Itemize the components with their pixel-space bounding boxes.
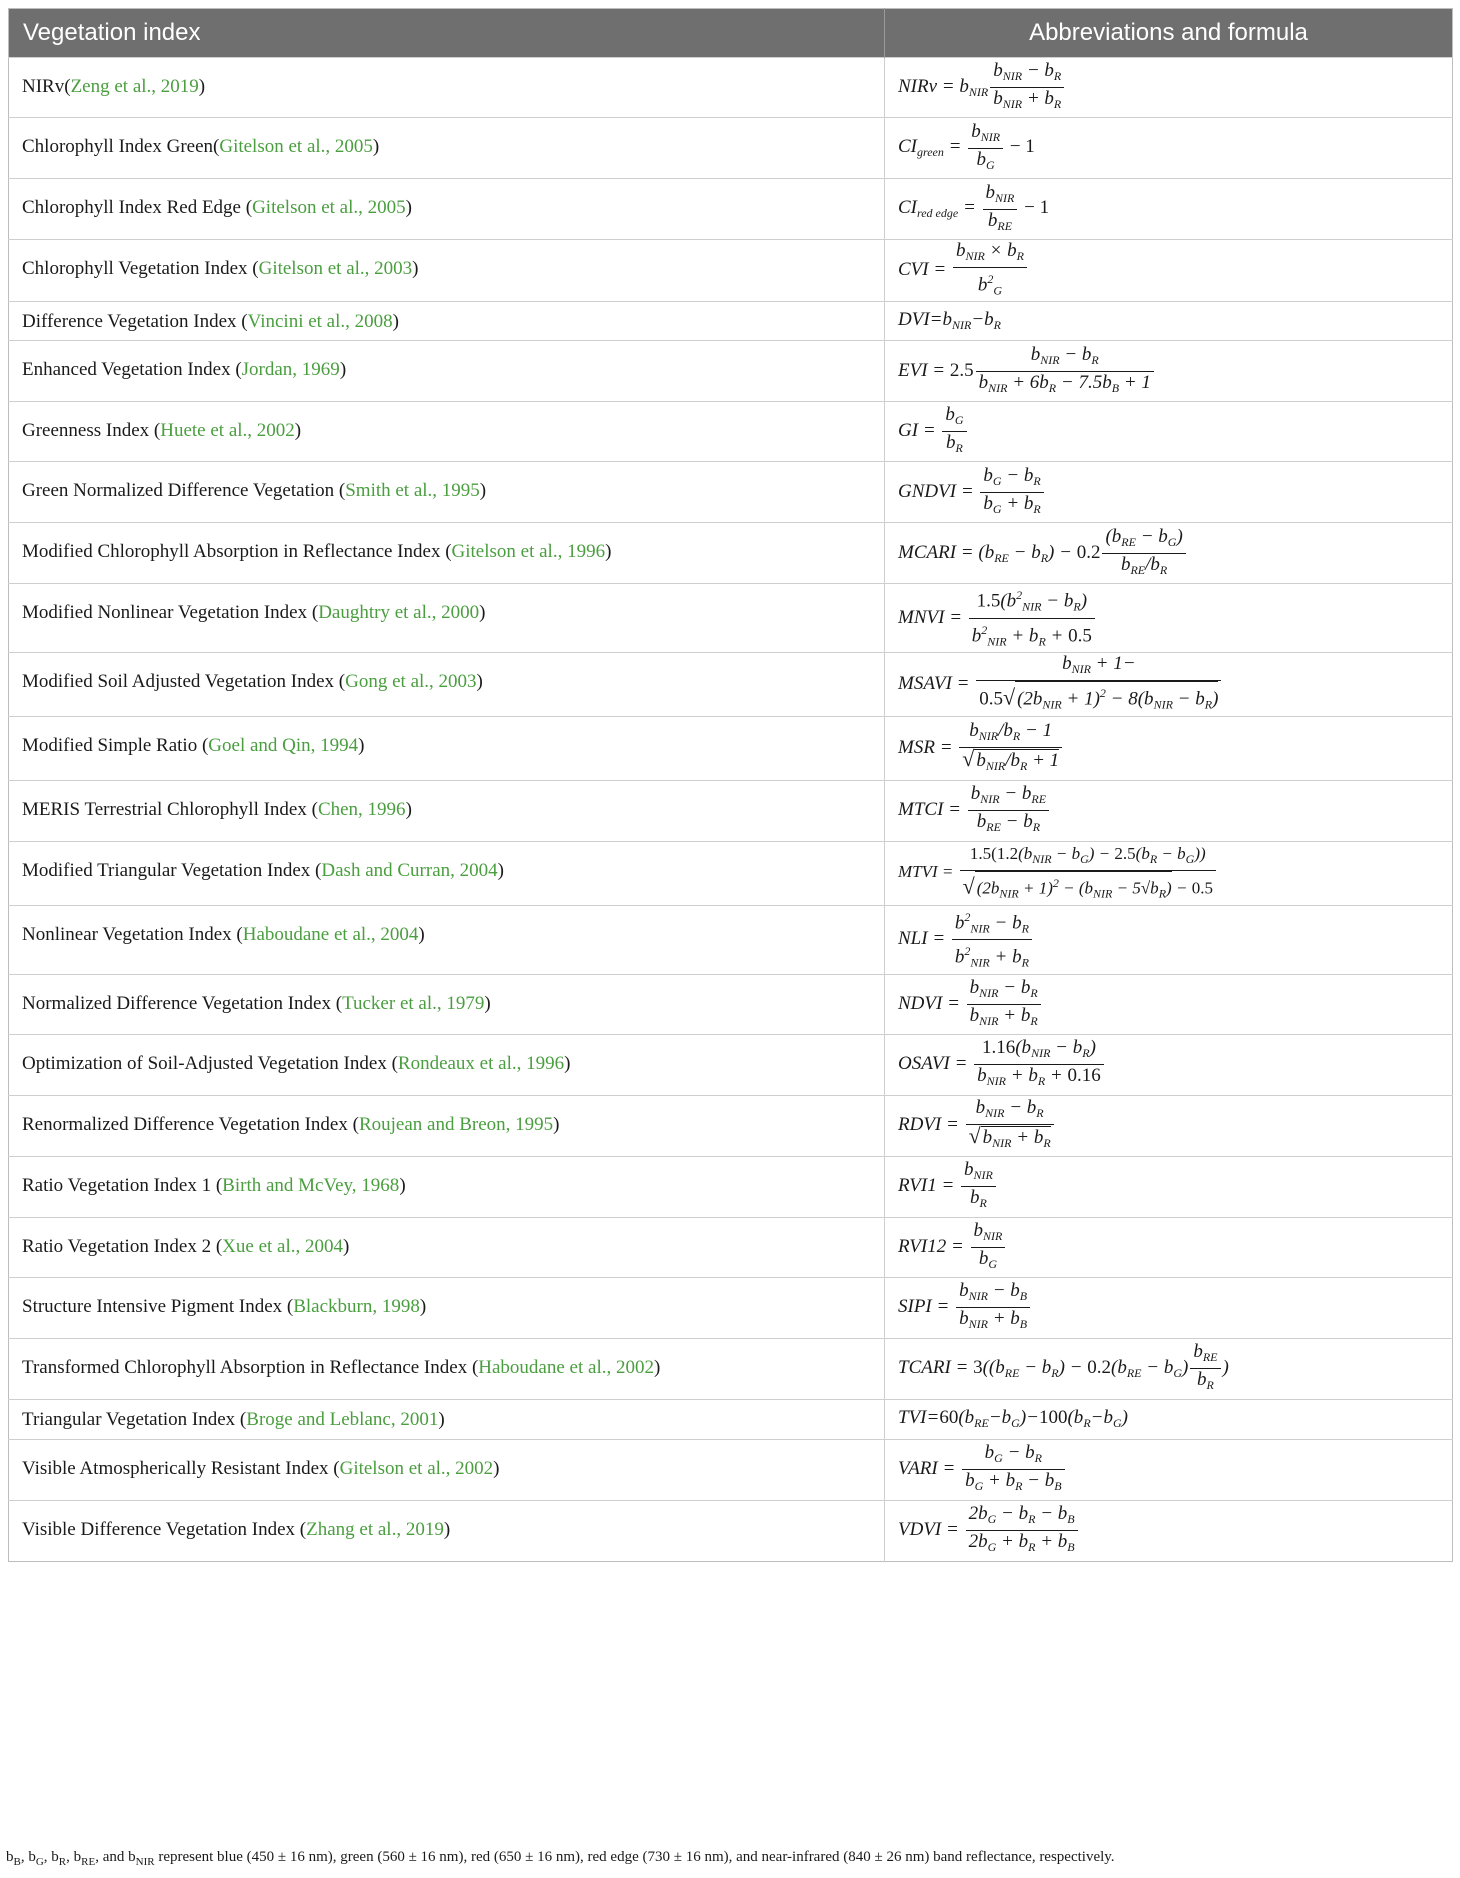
index-name-cell: Transformed Chlorophyll Absorption in Reflectance Index (Haboudane et al., 2002)	[9, 1338, 885, 1399]
formula-cvi: CVI = $\frac{b_{NIR} \times b_R}{b^2_G}$	[898, 259, 1029, 280]
index-name-cell: Visible Difference Vegetation Index (Zhang et al., 2019)	[9, 1500, 885, 1561]
index-name-cell: Modified Triangular Vegetation Index (Dash and Curran, 2004)	[9, 841, 885, 905]
formula-cell	[885, 1034, 1453, 1095]
formula-sipi: SIPI = $\frac{b_{NIR} - b_B}{b_{NIR} + b_B}$	[898, 1296, 1032, 1317]
formula-cell	[885, 974, 1453, 1034]
formula-rvi2: RVI12 = $\frac{b_{NIR}}{b_G}$	[898, 1236, 1007, 1257]
formula-osavi: OSAVI = $\frac{1.16(b_{NIR} - b_R)}{b_{NIR} + b_R + 0.16}$	[898, 1053, 1106, 1074]
citation-link[interactable]: Roujean and Breon, 1995	[358, 1113, 554, 1135]
formula-cell	[885, 1156, 1453, 1217]
citation-link[interactable]: Gitelson et al., 2005	[219, 136, 373, 157]
formula-cell	[885, 462, 1453, 523]
formula-gndvi: GNDVI = $\frac{b_G - b_R}{b_G + b_R}$	[898, 481, 1046, 502]
table-row	[9, 1500, 1453, 1561]
formula-cell	[885, 841, 1453, 905]
citation-link[interactable]: Rondeaux et al., 1996	[397, 1052, 565, 1074]
formula-dvi: $DVI=b_{NIR}-b_R$	[898, 309, 1001, 333]
header-vegetation-index: Vegetation index	[9, 9, 885, 58]
index-name-cell: Modified Simple Ratio (Goel and Qin, 1994)	[9, 716, 885, 780]
index-name-cell: Visible Atmospherically Resistant Index (Gitelson et al., 2002)	[9, 1439, 885, 1500]
citation-link[interactable]: Huete et al., 2002	[160, 420, 295, 442]
index-name-cell: Structure Intensive Pigment Index (Blackburn, 1998)	[9, 1277, 885, 1338]
table-row	[9, 179, 1453, 240]
index-name-cell: Enhanced Vegetation Index (Jordan, 1969)	[9, 341, 885, 402]
formula-evi: EVI = 2.5 $\frac{b_{NIR} - b_R}{b_{NIR} + 6b_R - 7.5b_B + 1}$	[898, 360, 1156, 381]
formula-cell	[885, 523, 1453, 584]
formula-ci-red-edge: $CI_{red edge}$ = $\frac{b_{NIR}}{b_{RE}}$ − 1	[898, 181, 1050, 233]
table-header-row	[9, 9, 1453, 58]
citation-link[interactable]: Chen, 1996	[317, 798, 406, 820]
table-row	[9, 462, 1453, 523]
formula-tcari: TCARI = $3((b_{RE} - b_R) - 0.2(b_{RE} - b_G)$ $\frac{b_{RE}}{b_R}$ )	[898, 1341, 1229, 1393]
index-name-cell: Ratio Vegetation Index 1 (Birth and McVey, 1968)	[9, 1156, 885, 1217]
citation-link[interactable]: Daughtry et al., 2000	[318, 602, 480, 624]
formula-cell	[885, 905, 1453, 974]
table-row	[9, 1277, 1453, 1338]
formula-mnvi: MNVI = $\frac{1.5(b^2_{NIR} - b_R)}{b^2_{NIR} + b_R + 0.5}$	[898, 607, 1097, 628]
formula-ci-green: $CI_{green}$ = $\frac{b_{NIR}}{b_G}$ − 1	[898, 120, 1035, 172]
table-row	[9, 1399, 1453, 1439]
citation-link[interactable]: Gitelson et al., 2003	[258, 258, 413, 279]
formula-mcari: MCARI = $(b_{RE} - b_R) - 0.2$ $\frac{(b_{RE} - b_G)}{b_{RE}/b_R}$	[898, 542, 1188, 563]
formula-tvi: $TVI=60(b_{RE}-b_G)-100(b_R-b_G)$	[898, 1407, 1128, 1431]
index-name-cell: Triangular Vegetation Index (Broge and Leblanc, 2001)	[9, 1399, 885, 1439]
index-name-cell: Greenness Index (Huete et al., 2002)	[9, 402, 885, 462]
formula-mtci: MTCI = $\frac{b_{NIR} - b_{RE}}{b_{RE} - b_R}$	[898, 799, 1051, 820]
citation-link[interactable]: Jordan, 1969	[241, 359, 340, 381]
formula-cell	[885, 302, 1453, 341]
citation-link[interactable]: Smith et al., 1995	[345, 480, 480, 502]
formula-rvi1: RVI1 = $\frac{b_{NIR}}{b_R}$	[898, 1175, 998, 1196]
table-row	[9, 1217, 1453, 1277]
table-row	[9, 1095, 1453, 1156]
citation-link[interactable]: Zhang et al., 2019	[306, 1518, 444, 1540]
index-name-cell: Normalized Difference Vegetation Index (Tucker et al., 1979)	[9, 974, 885, 1034]
formula-rdvi: RDVI = $\frac{b_{NIR} - b_R}{√ b_{NIR} + b_R}$	[898, 1114, 1056, 1135]
index-name-cell: Nonlinear Vegetation Index (Haboudane et al., 2004)	[9, 905, 885, 974]
table-row	[9, 584, 1453, 653]
table-row	[9, 302, 1453, 341]
formula-nli: NLI = $\frac{b^2_{NIR} - b_R}{b^2_{NIR} + b_R}$	[898, 928, 1034, 949]
citation-link[interactable]: Gitelson et al., 1996	[451, 541, 606, 563]
table-row	[9, 1338, 1453, 1399]
citation-link[interactable]: Vincini et al., 2008	[247, 311, 393, 333]
table-row	[9, 523, 1453, 584]
index-name-cell: Optimization of Soil-Adjusted Vegetation Index (Rondeaux et al., 1996)	[9, 1034, 885, 1095]
index-name-cell: Ratio Vegetation Index 2 (Xue et al., 2004)	[9, 1217, 885, 1277]
table-row	[9, 402, 1453, 462]
index-name-cell: Renormalized Difference Vegetation Index (Roujean and Breon, 1995)	[9, 1095, 885, 1156]
citation-link[interactable]: Blackburn, 1998	[293, 1295, 420, 1317]
formula-cell	[885, 780, 1453, 841]
formula-cell	[885, 1338, 1453, 1399]
formula-cell	[885, 1217, 1453, 1277]
index-name-cell: MERIS Terrestrial Chlorophyll Index (Chen, 1996)	[9, 780, 885, 841]
table-row	[9, 780, 1453, 841]
index-name-cell: Chlorophyll Index Red Edge (Gitelson et al., 2005)	[9, 179, 885, 240]
formula-cell	[885, 240, 1453, 302]
table-row	[9, 1156, 1453, 1217]
citation-link[interactable]: Dash and Curran, 2004	[321, 859, 498, 881]
table-row	[9, 652, 1453, 716]
table-row	[9, 841, 1453, 905]
formula-cell	[885, 1439, 1453, 1500]
index-name-cell: Chlorophyll Index Green(Gitelson et al., 2005)	[9, 118, 885, 179]
citation-link[interactable]: Goel and Qin, 1994	[208, 734, 359, 756]
formula-gi: GI = $\frac{b_G}{b_R}$	[898, 420, 969, 441]
formula-cell	[885, 716, 1453, 780]
index-name-cell: NIRv(Zeng et al., 2019)	[9, 58, 885, 118]
index-name-cell: Difference Vegetation Index (Vincini et al., 2008)	[9, 302, 885, 341]
table-row	[9, 905, 1453, 974]
table-row	[9, 716, 1453, 780]
table-row	[9, 974, 1453, 1034]
formula-cell	[885, 341, 1453, 402]
index-name-cell: Modified Chlorophyll Absorption in Reflectance Index (Gitelson et al., 1996)	[9, 523, 885, 584]
formula-vdvi: VDVI = $\frac{2b_G - b_R - b_B}{2b_G + b_R + b_B}$	[898, 1519, 1080, 1540]
index-name-cell: Green Normalized Difference Vegetation (Smith et al., 1995)	[9, 462, 885, 523]
header-abbreviations-formula: Abbreviations and formula	[885, 9, 1453, 58]
formula-cell	[885, 179, 1453, 240]
citation-link[interactable]: Gitelson et al., 2005	[252, 197, 406, 218]
citation-link[interactable]: Zeng et al., 2019	[70, 76, 199, 97]
formula-cell	[885, 118, 1453, 179]
formula-msavi: MSAVI = $\frac{b_{NIR} + 1-}{0.5√ (2b_{NIR} + 1)^2 - 8(b_{NIR} - b_R)}$	[898, 673, 1223, 694]
table-row	[9, 1034, 1453, 1095]
formula-cell	[885, 1399, 1453, 1439]
vegetation-index-table	[8, 8, 1453, 1562]
citation-link[interactable]: Haboudane et al., 2004	[242, 923, 419, 945]
formula-cell	[885, 402, 1453, 462]
table-row	[9, 58, 1453, 118]
table-row	[9, 341, 1453, 402]
citation-link[interactable]: Gong et al., 2003	[345, 670, 477, 692]
citation-link[interactable]: Gitelson et al., 2002	[339, 1457, 494, 1479]
formula-cell	[885, 1277, 1453, 1338]
table-row	[9, 118, 1453, 179]
table-row	[9, 240, 1453, 302]
formula-cell	[885, 584, 1453, 653]
formula-msr: MSR = $\frac{b_{NIR}/b_R - 1}{√ b_{NIR}/b_R + 1}$	[898, 737, 1064, 758]
citation-link[interactable]: Tucker et al., 1979	[342, 992, 485, 1014]
citation-link[interactable]: Broge and Leblanc, 2001	[246, 1408, 439, 1430]
formula-nirv: NIRv = $b_{NIR}$ $\frac{b_{NIR} - b_R}{b_{NIR} + b_R}$	[898, 76, 1066, 97]
table-row	[9, 1439, 1453, 1500]
citation-link[interactable]: Xue et al., 2004	[222, 1235, 343, 1257]
formula-ndvi: NDVI = $\frac{b_{NIR} - b_R}{b_{NIR} + b_R}$	[898, 993, 1043, 1014]
formula-cell	[885, 1500, 1453, 1561]
formula-cell	[885, 652, 1453, 716]
formula-cell	[885, 1095, 1453, 1156]
formula-mtvi: MTVI = $\frac{1.5(1.2(b_{NIR} - b_G) - 2.5(b_R - b_G))}{√ (2b_{NIR} + 1)^2 - (b_{NIR} - 5√b_R) - 0.5}$	[898, 862, 1218, 881]
citation-link[interactable]: Birth and McVey, 1968	[222, 1174, 400, 1196]
table-footnote: $b_B$, $b_G$, $b_R$, $b_{RE}$, and $b_{NIR}$ represent blue (450 ± 16 nm), green (560 ± 16 nm), red (650 ± 16 nm), red edge (730 ± 16 nm), and near-infrared (840 ± 26 nm) band reflectance, respectively.	[6, 1849, 1115, 1868]
formula-vari: VARI = $\frac{b_G - b_R}{b_G + b_R - b_B}$	[898, 1458, 1067, 1479]
index-name-cell: Modified Nonlinear Vegetation Index (Daughtry et al., 2000)	[9, 584, 885, 653]
index-name: NIRv(	[22, 76, 71, 97]
index-name-cell: Modified Soil Adjusted Vegetation Index (Gong et al., 2003)	[9, 652, 885, 716]
formula-cell	[885, 58, 1453, 118]
index-name-cell: Chlorophyll Vegetation Index (Gitelson et al., 2003)	[9, 240, 885, 302]
citation-link[interactable]: Haboudane et al., 2002	[478, 1356, 654, 1378]
